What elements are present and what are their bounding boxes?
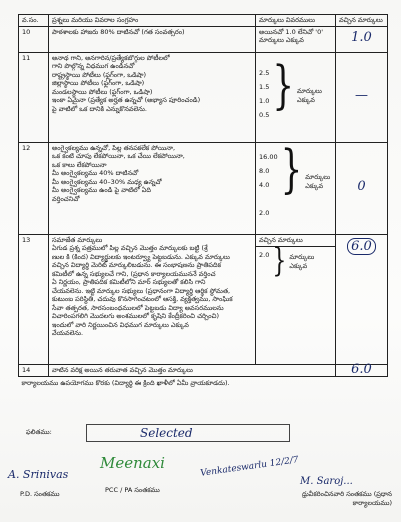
marks-values bbox=[259, 251, 269, 265]
description-line: వేయవలెను. bbox=[52, 329, 84, 337]
row-description bbox=[49, 52, 256, 142]
header-description: ప్రశ్నలు మరియు వివరాల సంగ్రహం bbox=[49, 15, 256, 27]
marks-values bbox=[259, 153, 278, 223]
handwritten-score: 6.0 bbox=[351, 361, 372, 377]
description-line: గాని పొల్గొన్న విధముగ ఉండినచో bbox=[52, 62, 135, 70]
signature-pd-role: P.D. సంతకము bbox=[20, 490, 60, 498]
header-serial: వ.సం. bbox=[19, 15, 49, 27]
description-line: మండలస్థాయి పోటీలు (ఫ్లగ్ంగా, ఒడిషా) bbox=[52, 87, 153, 96]
row-score bbox=[336, 52, 388, 142]
row-marks: అయినచో 1.0 లేనిచో '0' మార్కులు ఎక్కువ bbox=[256, 26, 336, 52]
mark-value: 1.0 bbox=[259, 97, 270, 105]
brace-glyph: } bbox=[280, 140, 303, 200]
mark-value: 8.0 bbox=[259, 167, 270, 175]
table-header-row bbox=[19, 15, 388, 27]
row-number: 14 bbox=[19, 364, 49, 377]
signature-venkat: Venkateswarlu 12/2/7 bbox=[199, 455, 300, 479]
section-title: సమాజేత మార్కులు bbox=[52, 235, 103, 244]
handwritten-score: 0 bbox=[357, 179, 366, 195]
row-score bbox=[336, 142, 388, 234]
signature-verifier-role: ధ్రువీకరించినవారి సంతకము (ప్రధాన కార్యాలయము) bbox=[301, 490, 392, 507]
row-description: పాఠశాలకు హాజరు 80% దాటినచో (గత సంవత్సరం) bbox=[49, 26, 256, 52]
description-line: పై వాటిలో ఒక దానికి ఎన్నుకొనవలెను. bbox=[52, 104, 147, 113]
header-marks-obtained: వచ్చిన మార్కులు bbox=[336, 15, 388, 27]
row-description: వాటిన వరిక్ష అయిన తరువాత వచ్చిన మొత్తం మార్కులు bbox=[49, 364, 336, 377]
office-note: కార్యాలయము ఉపయోగము కొరకు (విద్యార్థి ఈ క్రింది ఖాళీలో ఏమీ వ్రాయకూడదు). bbox=[21, 379, 230, 387]
handwritten-score: 6.0 bbox=[347, 238, 376, 255]
description-line: కమిటీలో ఉన్న సభ్యులచే గాని, (ప్రధాన కార్యాలయముననే వర్తించ bbox=[52, 269, 216, 278]
row-marks bbox=[256, 234, 336, 364]
result-label: ఫలితము: bbox=[26, 428, 52, 436]
description-line: మీ అంగ్వైకల్యము ఉండి పై వాటిలో ఏది bbox=[52, 186, 152, 194]
description-line: ఒక కంటి చూపు లేకపోయినా, ఒక చేయి లేకపోయినా, bbox=[52, 152, 185, 160]
row-score bbox=[336, 26, 388, 52]
row-description bbox=[49, 142, 256, 234]
signature-pcc: Meenaxi bbox=[100, 454, 165, 472]
description-line: ఒక కాలు లేకపోయినా bbox=[52, 160, 107, 169]
row-number: 13 bbox=[19, 234, 49, 364]
marks-subheader: వచ్చిన మార్కులు bbox=[256, 236, 335, 248]
description-line: మీ అంగ్వైకల్యము 40% దాటినచో bbox=[52, 169, 139, 177]
marks-values bbox=[259, 69, 269, 125]
description-line: అంగ్వైకల్యము ఉన్నచో, పిల్ల తనపకలేక పోయినా, bbox=[52, 143, 176, 152]
signature-pcc-role: PCC / PA సంతకము bbox=[105, 486, 160, 494]
signature-verifier: M. Saroj... bbox=[300, 476, 353, 487]
table-row bbox=[19, 234, 388, 364]
header-marks-details: మార్కులు వివరములు bbox=[256, 15, 336, 27]
bracket-label: మార్కులు ఎక్కువ bbox=[289, 253, 315, 270]
description-line: జిల్లాస్థాయి పోటీలు (ఫ్లగ్ంగా, ఒడిషా) bbox=[52, 79, 145, 87]
signature-pd: A. Srinivas bbox=[8, 468, 69, 481]
handwritten-score: — bbox=[355, 88, 368, 104]
description-line: ణుల కి (కింద) విద్యార్థులకు ఇంటర్వ్యూ పెట్టబడును. ఎక్కువ మార్కులు bbox=[52, 252, 230, 261]
bracket-label: మార్కులు ఎక్కువ bbox=[305, 173, 331, 190]
brace-glyph: } bbox=[272, 56, 294, 116]
description-line: మీ అంగ్వైకల్యము 40–30% మధ్య ఉన్నచో bbox=[52, 177, 162, 186]
mark-value: 2.0 bbox=[259, 209, 270, 217]
description-line: చేయవలెను. ఇట్టి మార్కుల సభ్యులు (ప్రధానంగా విద్యార్థి ఆర్థిక స్థోమత, bbox=[52, 286, 231, 295]
scoring-table bbox=[18, 14, 388, 389]
table-row bbox=[19, 142, 388, 234]
brace-glyph: } bbox=[272, 242, 287, 280]
office-note-row bbox=[19, 377, 388, 389]
description-line: కుటుంబ పరిస్థితి, చదువు కొనసాగించటంలో ఆసక్తి, వ్యక్తిత్వము, సాంఘిక bbox=[52, 295, 233, 303]
row-marks bbox=[256, 52, 336, 142]
mark-value: 1.5 bbox=[259, 83, 270, 91]
description-line: సేవా తత్పరత, సారసంబంధములలో పెట్టబడు విద్యా అవసరములను bbox=[52, 303, 224, 312]
description-line: వచ్చిన విద్యార్థి మెరిట్ మార్కులిబడును. ఈ సంభాషణను ప్రాతిపదిక bbox=[52, 261, 222, 269]
description-line: వర్తించనిచో bbox=[52, 194, 80, 203]
row-marks bbox=[256, 142, 336, 234]
description-line: ఏగుడ ప్రశ్న పత్రములో పిల్ల వచ్చిన మొత్తం మార్కులకు బట్టి (శ్రే bbox=[52, 244, 208, 252]
mark-value: 4.0 bbox=[259, 181, 270, 189]
description-line: ఏ నిర్ణయం, ప్రాతిపదిక కమిటీలోని మార్ సభ్యులతో కలిసి గాని bbox=[52, 278, 206, 286]
row-number: 11 bbox=[19, 52, 49, 142]
table-row bbox=[19, 364, 388, 377]
result-value: Selected bbox=[140, 426, 193, 440]
row-number: 12 bbox=[19, 142, 49, 234]
row-score bbox=[336, 361, 388, 377]
row-score bbox=[336, 234, 388, 364]
mark-value: 2.0 bbox=[259, 251, 270, 259]
row-description bbox=[49, 234, 256, 364]
description-line: రాష్ట్రస్థాయి పోటీలు (ఫ్లగ్ంగా, ఒడిషా) bbox=[52, 70, 147, 79]
table-row bbox=[19, 26, 388, 52]
description-line: అనాథ గాని, అనగారిన/ప్రత్యేకబొగ్గుల పోటీలలో bbox=[52, 53, 170, 62]
bracket-label: మార్కులు ఎక్కువ bbox=[296, 87, 322, 104]
description-line: ఇంకా ఏమైనా (ప్రత్యేక అర్హత ఉన్నచో (అభ్యాస పూరించండి) bbox=[52, 96, 201, 104]
row-number: 10 bbox=[19, 26, 49, 52]
mark-value: 0.5 bbox=[259, 111, 270, 119]
mark-value: 16.00 bbox=[259, 153, 278, 161]
mark-value: 2.5 bbox=[259, 69, 270, 77]
description-line: విచారింపగలిగి మొదలగు అంశములలో కృషిని కేంద్రీకరించి చర్చించి) bbox=[52, 312, 220, 320]
handwritten-score: 1.0 bbox=[351, 30, 372, 46]
table-row bbox=[19, 52, 388, 142]
description-line: ఇందులో వారి నిర్ణయించిన విధముగ మార్కులు ఎక్కువ bbox=[52, 320, 189, 329]
